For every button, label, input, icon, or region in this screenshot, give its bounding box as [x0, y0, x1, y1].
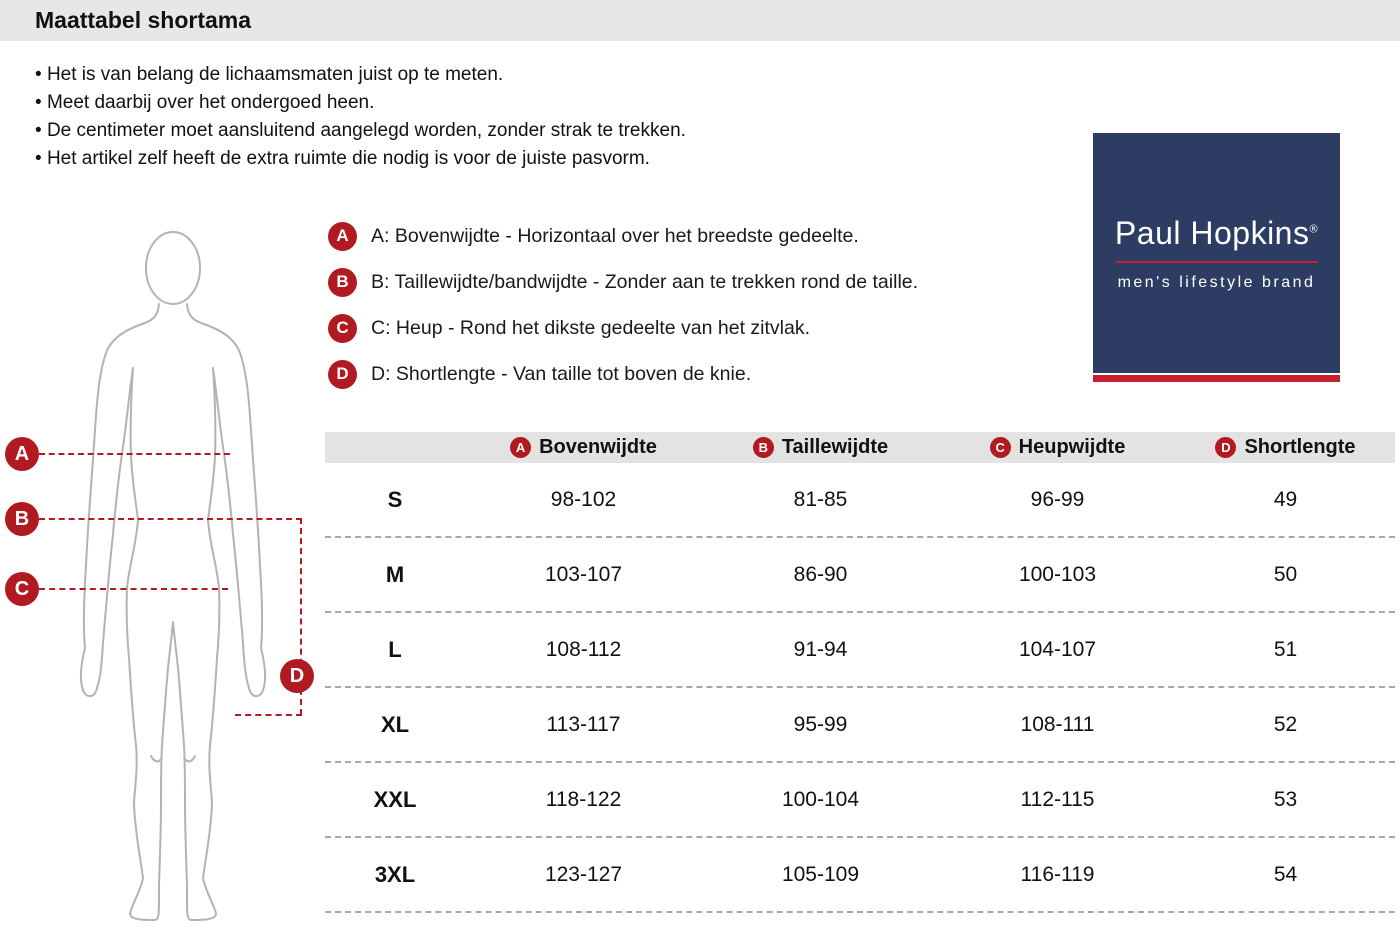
value-cell: 123-127 [544, 862, 623, 886]
brand-logo [1093, 133, 1340, 373]
table-row-s [325, 463, 1395, 538]
header-badge-b: B [753, 437, 774, 458]
header-cell-bovenwijdte [465, 436, 702, 459]
measure-c-badge: C [328, 314, 357, 343]
value-cell: 50 [1273, 562, 1298, 586]
size-label: 3XL [374, 861, 416, 887]
header-label: Heupwijdte [1018, 436, 1126, 458]
value-cell: 118-122 [545, 787, 622, 811]
legend-text-c: C: Heup - Rond het dikste gedeelte van het zitvlak. [371, 316, 810, 339]
header-cell-shortlengte [1176, 436, 1395, 459]
instruction-item: • De centimeter moet aansluitend aangelegd worden, zonder strak te trekken. [35, 117, 686, 145]
size-label: XL [380, 711, 410, 737]
measure-a-badge: A [328, 222, 357, 251]
logo-accent-bar [1093, 375, 1340, 382]
header-label: Taillewijdte [781, 436, 889, 458]
legend-item-a [328, 221, 918, 251]
value-cell: 95-99 [793, 712, 848, 736]
header-cell-heupwijdte [939, 436, 1176, 459]
figure-marker-b: B [5, 502, 39, 536]
value-cell: 54 [1273, 862, 1298, 886]
size-label: L [388, 636, 402, 662]
page-title: Maattabel shortama [35, 7, 252, 33]
size-label: S [387, 486, 403, 512]
instruction-item: • Meet daarbij over het ondergoed heen. [35, 89, 686, 117]
header-badge-c: C [990, 437, 1011, 458]
value-cell: 116-119 [1020, 862, 1095, 886]
legend-text-a: A: Bovenwijdte - Horizontaal over het breedste gedeelte. [371, 224, 859, 247]
table-row-m [325, 538, 1395, 613]
legend-item-d [328, 359, 918, 389]
measure-line-c [39, 588, 228, 590]
value-cell: 100-104 [781, 787, 860, 811]
measurement-legend [328, 221, 918, 405]
figure-marker-d: D [280, 659, 314, 693]
value-cell: 108-112 [545, 637, 622, 661]
body-outline-svg [55, 228, 315, 924]
title-bar [0, 0, 1400, 41]
header-cell-taillewijdte [702, 436, 939, 459]
value-cell: 81-85 [793, 487, 848, 511]
value-cell: 98-102 [550, 487, 617, 511]
value-cell: 104-107 [1018, 637, 1097, 661]
header-badge-a: A [510, 437, 531, 458]
value-cell: 100-103 [1018, 562, 1097, 586]
size-table [325, 432, 1395, 913]
body-figure [55, 228, 315, 924]
brand-tagline: men's lifestyle brand [1117, 273, 1316, 291]
legend-text-b: B: Taillewijdte/bandwijdte - Zonder aan te trekken rond de taille. [371, 270, 919, 293]
value-cell: 53 [1273, 787, 1298, 811]
value-cell: 86-90 [793, 562, 848, 586]
instruction-item: • Het artikel zelf heeft de extra ruimte die nodig is voor de juiste pasvorm. [35, 145, 686, 173]
logo-accent-rule [1116, 261, 1318, 263]
measure-line-a [39, 453, 230, 455]
table-row-xxl [325, 763, 1395, 838]
measure-d-badge: D [328, 360, 357, 389]
legend-item-b [328, 267, 918, 297]
instructions-list [35, 61, 686, 173]
size-table-header [325, 432, 1395, 463]
table-row-l [325, 613, 1395, 688]
legend-item-c [328, 313, 918, 343]
size-label: XXL [373, 786, 417, 812]
value-cell: 96-99 [1030, 487, 1085, 511]
value-cell: 105-109 [781, 862, 860, 886]
measure-line-d-horizontal [235, 714, 302, 716]
value-cell: 113-117 [546, 712, 621, 736]
value-cell: 108-111 [1020, 712, 1095, 736]
table-row-xl [325, 688, 1395, 763]
registered-trademark: ® [1309, 222, 1319, 235]
figure-knee-marks [151, 756, 195, 761]
size-label: M [385, 561, 405, 587]
figure-marker-a: A [5, 437, 39, 471]
table-row-3xl [325, 838, 1395, 913]
header-label: Shortlengte [1244, 436, 1356, 458]
value-cell: 103-107 [544, 562, 623, 586]
value-cell: 51 [1273, 637, 1298, 661]
header-badge-d: D [1215, 437, 1236, 458]
measure-b-badge: B [328, 268, 357, 297]
measure-line-b [39, 518, 302, 520]
header-label: Bovenwijdte [539, 436, 657, 458]
brand-name: Paul Hopkins® [1114, 214, 1319, 251]
value-cell: 49 [1273, 487, 1298, 511]
figure-body [81, 304, 265, 920]
figure-head [146, 232, 200, 304]
figure-marker-c: C [5, 572, 39, 606]
value-cell: 52 [1273, 712, 1298, 736]
instruction-item: • Het is van belang de lichaamsmaten juist op te meten. [35, 61, 686, 89]
value-cell: 112-115 [1020, 787, 1095, 811]
value-cell: 91-94 [793, 637, 848, 661]
legend-text-d: D: Shortlengte - Van taille tot boven de knie. [371, 362, 752, 385]
